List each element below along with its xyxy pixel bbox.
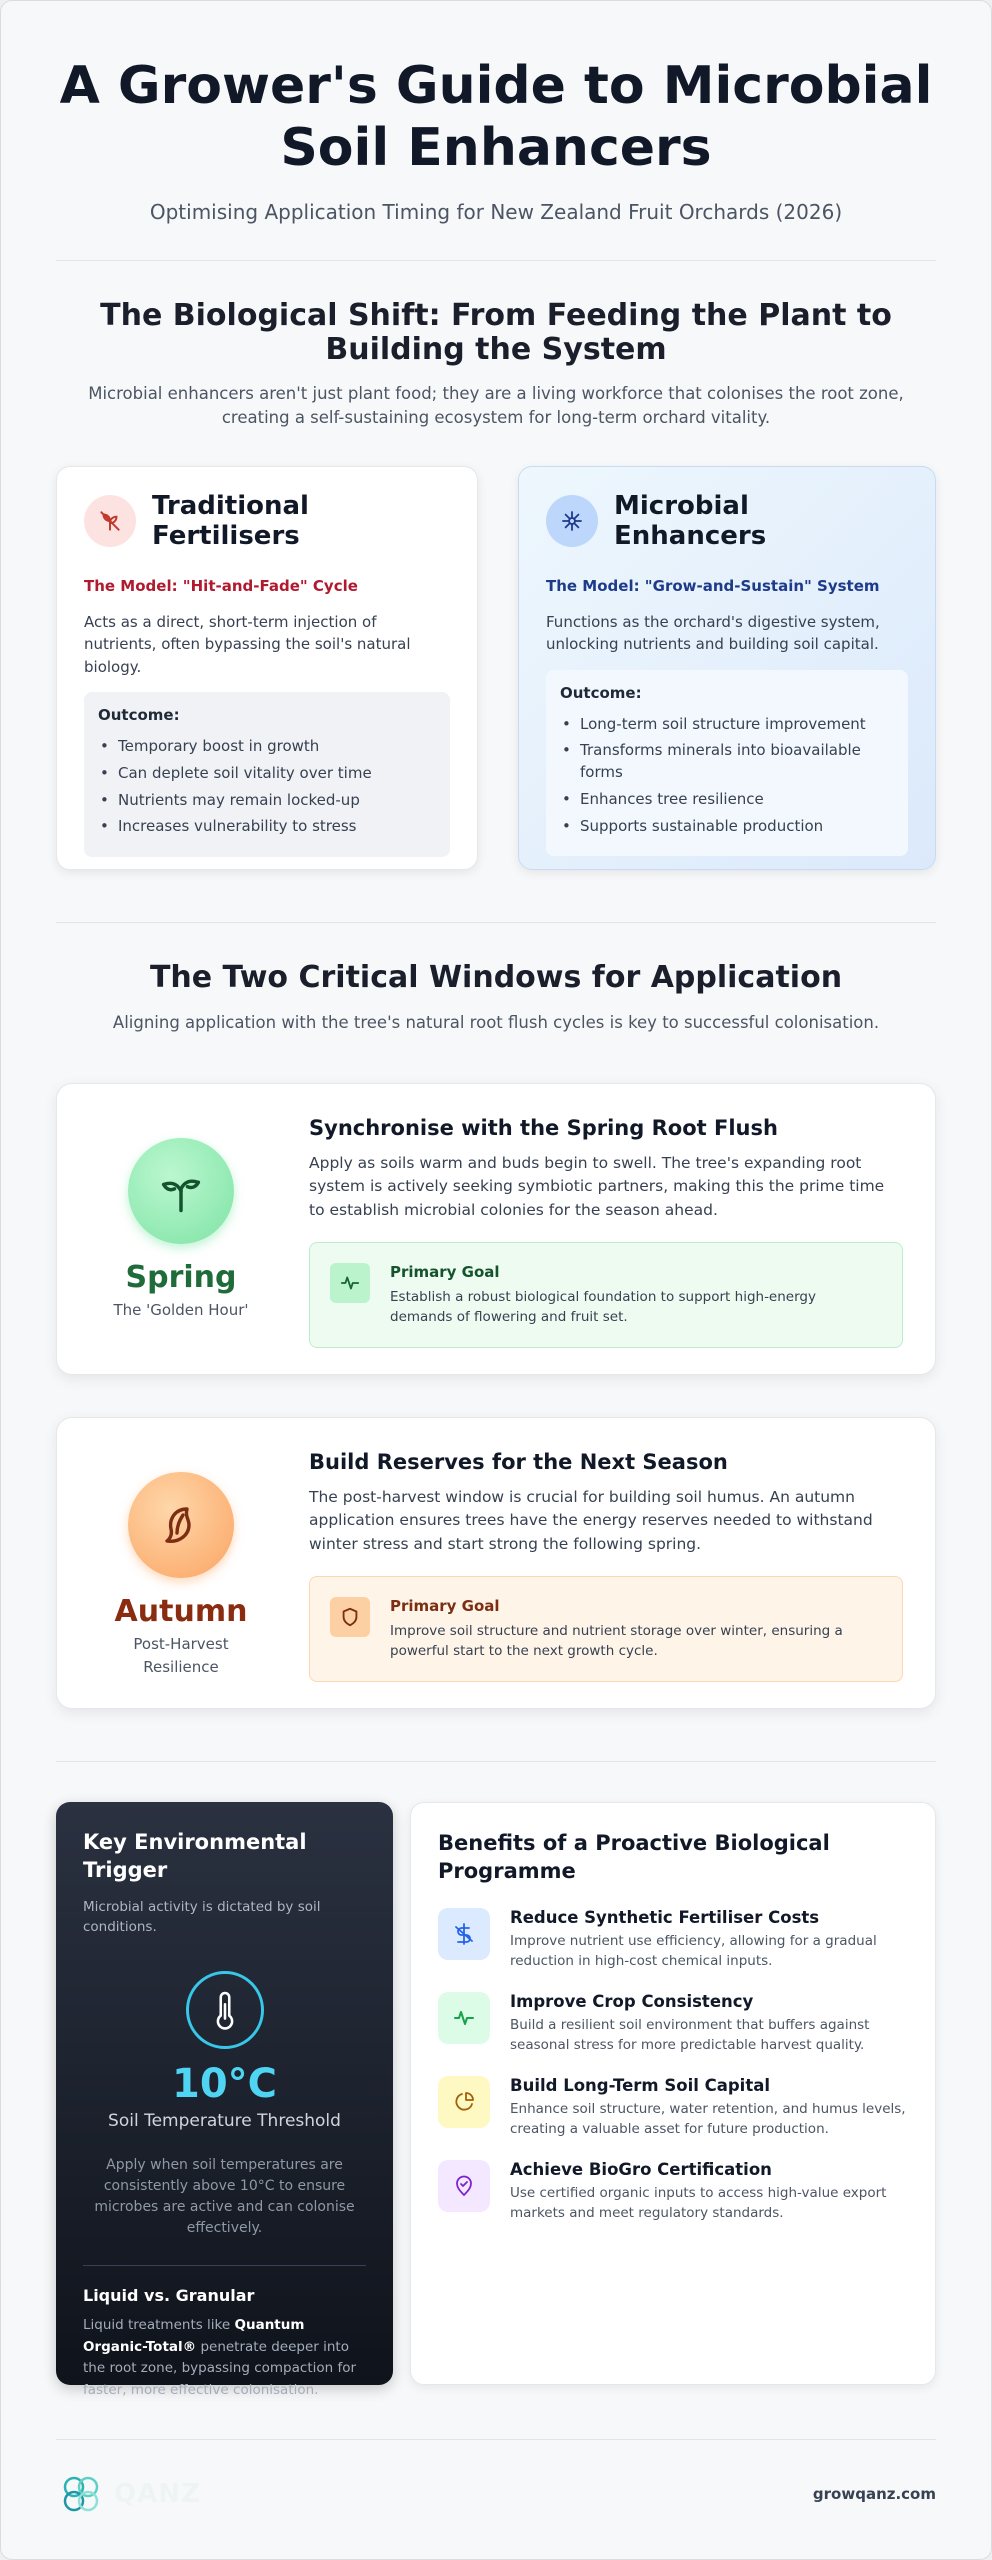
brand-logo[interactable]	[56, 2469, 201, 2519]
spring-description: Apply as soils warm and buds begin to swell. The tree's expanding root system is actively seeking symbiotic partners, making this the prime time to establish microbial colonies for the season ahead.	[309, 1154, 885, 1219]
spring-heading: Synchronise with the Spring Root Flush	[309, 1116, 778, 1141]
list-item: • Temporary boost in growth	[98, 736, 436, 758]
logo-mark-icon	[56, 2469, 106, 2519]
microbial-description: Functions as the orchard's digestive system, unlocking nutrients and building soil capital.	[546, 612, 880, 654]
windows-section-title: The Two Critical Windows for Application	[149, 959, 843, 995]
list-item	[438, 1907, 908, 1969]
spring-season-label: Spring	[125, 1260, 237, 1296]
benefits-title: Benefits of a Proactive Biological Programme	[438, 1831, 830, 1884]
traditional-description: Acts as a direct, short-term injection of nutrients, often bypassing the soil's natural biology.	[84, 612, 411, 676]
benefit-text: Improve nutrient use efficiency, allowing for a gradual reduction in high-cost chemical inputs.	[510, 1932, 877, 1969]
website-link[interactable]: growqanz.com	[812, 2485, 936, 2504]
microbial-outcome-list	[560, 714, 894, 838]
goal-title: Primary Goal	[390, 1262, 500, 1281]
shift-section-title: The Biological Shift: From Feeding the Plant to Building the System	[100, 297, 892, 368]
divider	[56, 2439, 936, 2440]
outcome-title: Outcome:	[560, 683, 642, 702]
divider	[56, 922, 936, 923]
goal-text: Improve soil structure and nutrient storage over winter, ensuring a powerful start to the next growth cycle.	[390, 1622, 843, 1660]
traditional-card-title: Traditional Fertilisers	[152, 490, 309, 551]
traditional-outcome-box	[84, 692, 450, 857]
list-item: • Increases vulnerability to stress	[98, 816, 436, 838]
divider	[56, 260, 936, 261]
shield-icon	[330, 1597, 370, 1637]
benefit-title: Build Long-Term Soil Capital	[510, 2075, 771, 2095]
autumn-heading: Build Reserves for the Next Season	[309, 1450, 728, 1475]
divider	[56, 1761, 936, 1762]
benefit-text: Build a resilient soil environment that buffers against seasonal stress for more predictable harvest quality.	[510, 2016, 870, 2053]
list-item: • Supports sustainable production	[560, 816, 894, 838]
sprout-icon	[128, 1138, 234, 1244]
benefits-list	[438, 1907, 908, 2221]
page-subtitle: Optimising Application Timing for New Zealand Fruit Orchards (2026)	[149, 199, 843, 224]
autumn-subtitle: Post-Harvest Resilience	[133, 1635, 229, 1676]
autumn-goal-box	[309, 1576, 903, 1683]
bottom-panels	[56, 1802, 936, 2399]
list-item: • Can deplete soil vitality over time	[98, 763, 436, 785]
microbial-model: The Model: "Grow-and-Sustain" System	[546, 576, 880, 595]
list-item: • Transforms minerals into bioavailable forms	[560, 740, 894, 784]
dollar-icon	[438, 1908, 490, 1960]
temperature-value: 10°C	[171, 2061, 278, 2108]
activity-icon	[438, 1992, 490, 2044]
microbial-outcome-box	[546, 670, 908, 857]
divider	[83, 2265, 366, 2266]
certified-icon	[438, 2160, 490, 2212]
product-name: Quantum Organic-Total®	[83, 2317, 305, 2355]
spring-goal-box	[309, 1242, 903, 1349]
list-item	[438, 2075, 908, 2137]
shift-section-description: Microbial enhancers aren't just plant food; they are a living workforce that colonises the root zone, creating a self-sustaining ecosystem for long-term orchard vitality.	[88, 383, 904, 427]
benefit-title: Reduce Synthetic Fertiliser Costs	[510, 1907, 820, 1927]
benefit-text: Enhance soil structure, water retention, and humus levels, creating a valuable asset for future production.	[510, 2100, 906, 2137]
comparison-cards	[56, 466, 936, 870]
activity-icon	[330, 1263, 370, 1303]
trigger-title: Key Environmental Trigger	[83, 1830, 307, 1883]
environmental-trigger-card	[56, 1802, 393, 2399]
traditional-model: The Model: "Hit-and-Fade" Cycle	[84, 576, 358, 595]
list-item: • Nutrients may remain locked-up	[98, 790, 436, 812]
autumn-description: The post-harvest window is crucial for building soil humus. An autumn application ensures trees have the energy reserves needed to withstand winter stress and start strong the following spring.	[309, 1488, 873, 1553]
microbe-icon	[546, 495, 598, 547]
trigger-subtitle: Microbial activity is dictated by soil conditions.	[83, 1898, 321, 1935]
list-item	[438, 1991, 908, 2053]
benefits-card	[410, 1802, 936, 2385]
logo-text: QANZ	[114, 2479, 201, 2510]
microbial-card-title: Microbial Enhancers	[614, 490, 767, 551]
page-title: A Grower's Guide to Microbial Soil Enhancers	[59, 56, 933, 179]
list-item: • Enhances tree resilience	[560, 789, 894, 811]
traditional-fertilisers-card	[56, 466, 478, 870]
benefit-text: Use certified organic inputs to access high-value export markets and meet regulatory standards.	[510, 2184, 887, 2221]
liquid-granular-title: Liquid vs. Granular	[83, 2286, 255, 2306]
goal-title: Primary Goal	[390, 1596, 500, 1615]
autumn-window-card	[56, 1417, 936, 1709]
benefit-title: Achieve BioGro Certification	[510, 2159, 772, 2179]
pie-chart-icon	[438, 2076, 490, 2128]
footer	[56, 2464, 936, 2524]
autumn-season-label: Autumn	[114, 1594, 248, 1630]
spring-window-card	[56, 1083, 936, 1375]
liquid-granular-text: Liquid treatments like Quantum Organic-Total® penetrate deeper into the root zone, bypassing compaction for faster, more effective colonisation.	[83, 2317, 357, 2399]
seed-icon	[128, 1472, 234, 1578]
outcome-title: Outcome:	[98, 706, 180, 725]
benefit-title: Improve Crop Consistency	[510, 1991, 754, 2011]
list-item: • Long-term soil structure improvement	[560, 714, 894, 736]
thermometer-icon	[186, 1971, 264, 2049]
temperature-label: Soil Temperature Threshold	[108, 2111, 341, 2132]
traditional-outcome-list	[98, 736, 436, 838]
temperature-note: Apply when soil temperatures are consistently above 10°C to ensure microbes are active and can colonise effectively.	[94, 2157, 355, 2237]
windows-section-description: Aligning application with the tree's natural root flush cycles is key to successful colonisation.	[112, 1013, 880, 1033]
microbial-enhancers-card	[518, 466, 936, 870]
no-fertiliser-icon	[84, 495, 136, 547]
spring-subtitle: The 'Golden Hour'	[113, 1301, 249, 1320]
list-item	[438, 2159, 908, 2221]
goal-text: Establish a robust biological foundation to support high-energy demands of flowering and fruit set.	[390, 1288, 816, 1326]
